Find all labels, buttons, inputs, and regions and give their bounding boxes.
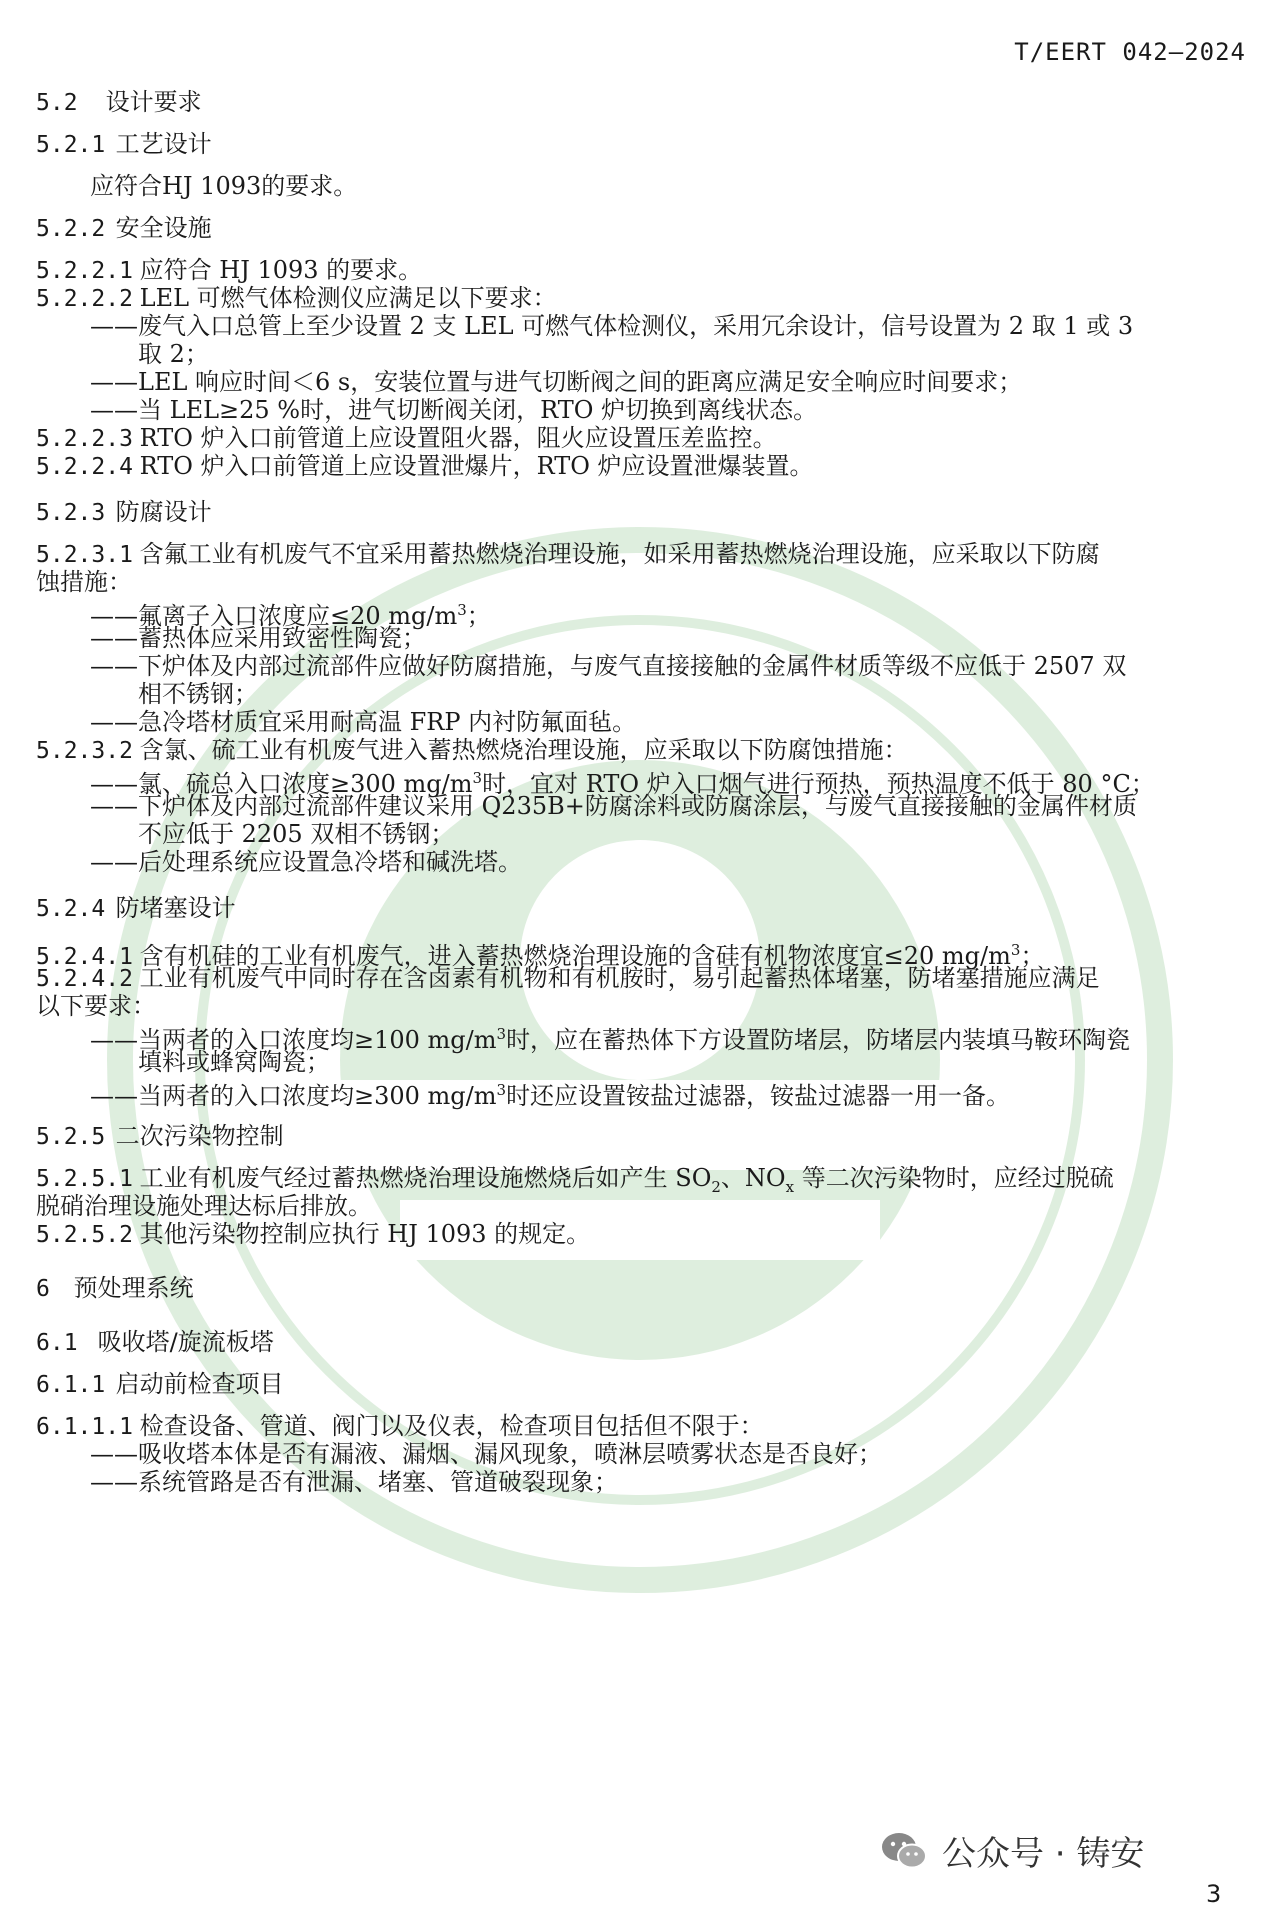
list-item-text: 时，宜对 RTO 炉入口烟气进行预热，预热温度不低于 80 °C； — [482, 770, 1155, 798]
section-title: 吸收塔/旋流板塔 — [97, 1328, 274, 1356]
section-title: 二次污染物控制 — [115, 1122, 284, 1150]
clause-text: 含有机硅的工业有机废气，进入蓄热燃烧治理设施的含硅有机物浓度宜≤20 mg/m — [139, 942, 1011, 970]
section-number: 5.2.4 — [36, 896, 106, 922]
list-item-text: ——当两者的入口浓度均≥100 mg/m — [90, 1026, 497, 1054]
clause-text: LEL 可燃气体检测仪应满足以下要求： — [139, 284, 557, 312]
clause-text: 含氟工业有机废气不宜采用蓄热燃烧治理设施，如采用蓄热燃烧治理设施，应采取以下防腐 — [139, 540, 1100, 568]
section-heading — [36, 1368, 284, 1401]
superscript: 3 — [496, 1025, 507, 1043]
clause-text: 工业有机废气中同时存在含卤素有机物和有机胺时，易引起蓄热体堵塞，防堵塞措施应满足 — [139, 964, 1100, 992]
section-heading — [36, 496, 212, 529]
list-item: ——急冷塔材质宜采用耐高温 FRP 内衬防氟面毡。 — [90, 708, 637, 736]
superscript: 3 — [457, 601, 467, 619]
list-item: ——蓄热体应采用致密性陶瓷； — [90, 624, 426, 652]
clause-text: 其他污染物控制应执行 HJ 1093 的规定。 — [139, 1220, 591, 1248]
clause-continuation: 以下要求： — [36, 992, 156, 1020]
list-item-continuation: 填料或蜂窝陶瓷； — [138, 1048, 330, 1076]
list-item-continuation: 取 2； — [138, 340, 209, 368]
clause — [36, 538, 1100, 571]
section-title: 安全设施 — [115, 214, 212, 242]
list-item: ——后处理系统应设置急冷塔和碱洗塔。 — [90, 848, 522, 876]
wechat-account-name: 公众号 · 铸安 — [942, 1834, 1145, 1874]
clause-text: RTO 炉入口前管道上应设置阻火器，阻火应设置压差监控。 — [139, 424, 777, 452]
section-title: 工艺设计 — [115, 130, 212, 158]
section-heading — [36, 86, 202, 119]
list-item-text: ——氟离子入口浓度应≤20 mg/m — [90, 602, 458, 630]
list-item: ——当 LEL≥25 %时，进气切断阀关闭，RTO 炉切换到离线状态。 — [90, 396, 818, 424]
section-heading — [36, 892, 236, 925]
page-number: 3 — [1206, 1880, 1222, 1908]
section-number: 6.1 — [36, 1330, 78, 1356]
list-item-text: ——氯、硫总入口浓度≥300 mg/m — [90, 770, 473, 798]
chapter-title: 预处理系统 — [73, 1274, 194, 1302]
clause-number: 5.2.2.4 — [36, 454, 133, 480]
clause-text: 应符合 HJ 1093 的要求。 — [139, 256, 423, 284]
section-heading — [36, 1120, 284, 1153]
subscript: 2 — [711, 1177, 721, 1196]
section-number: 5.2.2 — [36, 216, 106, 242]
wechat-account-badge[interactable] — [880, 1826, 1144, 1875]
section-number: 5.2.1 — [36, 132, 106, 158]
section-number: 5.2 — [36, 90, 78, 116]
clause-text: 等二次污染物时，应经过脱硫 — [794, 1164, 1114, 1192]
list-item: ——下炉体及内部过流部件建议采用 Q235B+防腐涂料或防腐涂层，与废气直接接触的金属件材质 — [90, 792, 1137, 820]
section-title: 防堵塞设计 — [115, 894, 236, 922]
paragraph: 应符合HJ 1093的要求。 — [90, 172, 358, 200]
clause-continuation: 脱硝治理设施处理达标后排放。 — [36, 1192, 372, 1220]
superscript: 3 — [1010, 941, 1021, 959]
superscript: 3 — [472, 769, 483, 787]
list-item-text: 时，应在蓄热体下方设置防堵层，防堵层内装填马鞍环陶瓷 — [506, 1026, 1131, 1054]
clause — [36, 450, 814, 483]
clause-text: 含氯、硫工业有机废气进入蓄热燃烧治理设施，应采取以下防腐蚀措施： — [139, 736, 908, 764]
clause-text: 、NO — [720, 1164, 786, 1192]
list-item-text: ——当两者的入口浓度均≥300 mg/m — [90, 1082, 497, 1110]
clause-number: 5.2.2.1 — [36, 258, 133, 284]
list-item: ——系统管路是否有泄漏、堵塞、管道破裂现象； — [90, 1468, 618, 1496]
superscript: 3 — [496, 1081, 507, 1099]
list-item-text: 时还应设置铵盐过滤器，铵盐过滤器一用一备。 — [506, 1082, 1011, 1110]
section-number: 5.2.5 — [36, 1124, 106, 1150]
list-item-text: ； — [466, 602, 491, 630]
clause-number: 6.1.1.1 — [36, 1414, 133, 1440]
clause — [36, 1218, 590, 1251]
section-heading — [36, 128, 212, 161]
chapter-number: 6 — [36, 1276, 50, 1302]
list-item: ——LEL 响应时间＜6 s，安装位置与进气切断阀之间的距离应满足安全响应时间要求； — [90, 368, 1023, 396]
clause-number: 5.2.2.3 — [36, 426, 133, 452]
subscript: x — [785, 1177, 795, 1196]
list-item: ——吸收塔本体是否有漏液、漏烟、漏风现象，喷淋层喷雾状态是否良好； — [90, 1440, 882, 1468]
section-number: 5.2.3 — [36, 500, 106, 526]
clause — [36, 962, 1100, 995]
list-item: ——下炉体及内部过流部件应做好防腐措施，与废气直接接触的金属件材质等级不应低于 2507 双 — [90, 652, 1127, 680]
clause-text: RTO 炉入口前管道上应设置泄爆片，RTO 炉应设置泄爆装置。 — [139, 452, 814, 480]
clause-number: 5.2.2.2 — [36, 286, 133, 312]
clause-number: 5.2.4.2 — [36, 966, 133, 992]
section-title: 启动前检查项目 — [115, 1370, 284, 1398]
section-title: 设计要求 — [105, 88, 202, 116]
clause-number: 5.2.5.2 — [36, 1222, 133, 1248]
section-number: 6.1.1 — [36, 1372, 106, 1398]
list-item — [90, 1074, 1010, 1112]
wechat-icon — [880, 1831, 928, 1871]
clause-continuation: 蚀措施： — [36, 568, 132, 596]
chapter-heading — [36, 1272, 194, 1305]
section-title: 防腐设计 — [115, 498, 212, 526]
clause-number: 5.2.3.1 — [36, 542, 133, 568]
clause-number: 5.2.4.1 — [36, 944, 133, 970]
list-item-continuation: 相不锈钢； — [138, 680, 258, 708]
clause-number: 5.2.3.2 — [36, 738, 133, 764]
clause-text: ； — [1020, 942, 1045, 970]
clause-number: 5.2.5.1 — [36, 1166, 133, 1192]
section-heading — [36, 1326, 274, 1359]
list-item: ——废气入口总管上至少设置 2 支 LEL 可燃气体检测仪，采用冗余设计，信号设置为 2 取 1 或 3 — [90, 312, 1134, 340]
document-code: T/EERT 042—2024 — [1014, 38, 1246, 66]
clause-text: 工业有机废气经过蓄热燃烧治理设施燃烧后如产生 SO — [139, 1164, 712, 1192]
list-item-continuation: 不应低于 2205 双相不锈钢； — [138, 820, 455, 848]
section-heading — [36, 212, 212, 245]
clause-text: 检查设备、管道、阀门以及仪表，检查项目包括但不限于： — [139, 1412, 764, 1440]
